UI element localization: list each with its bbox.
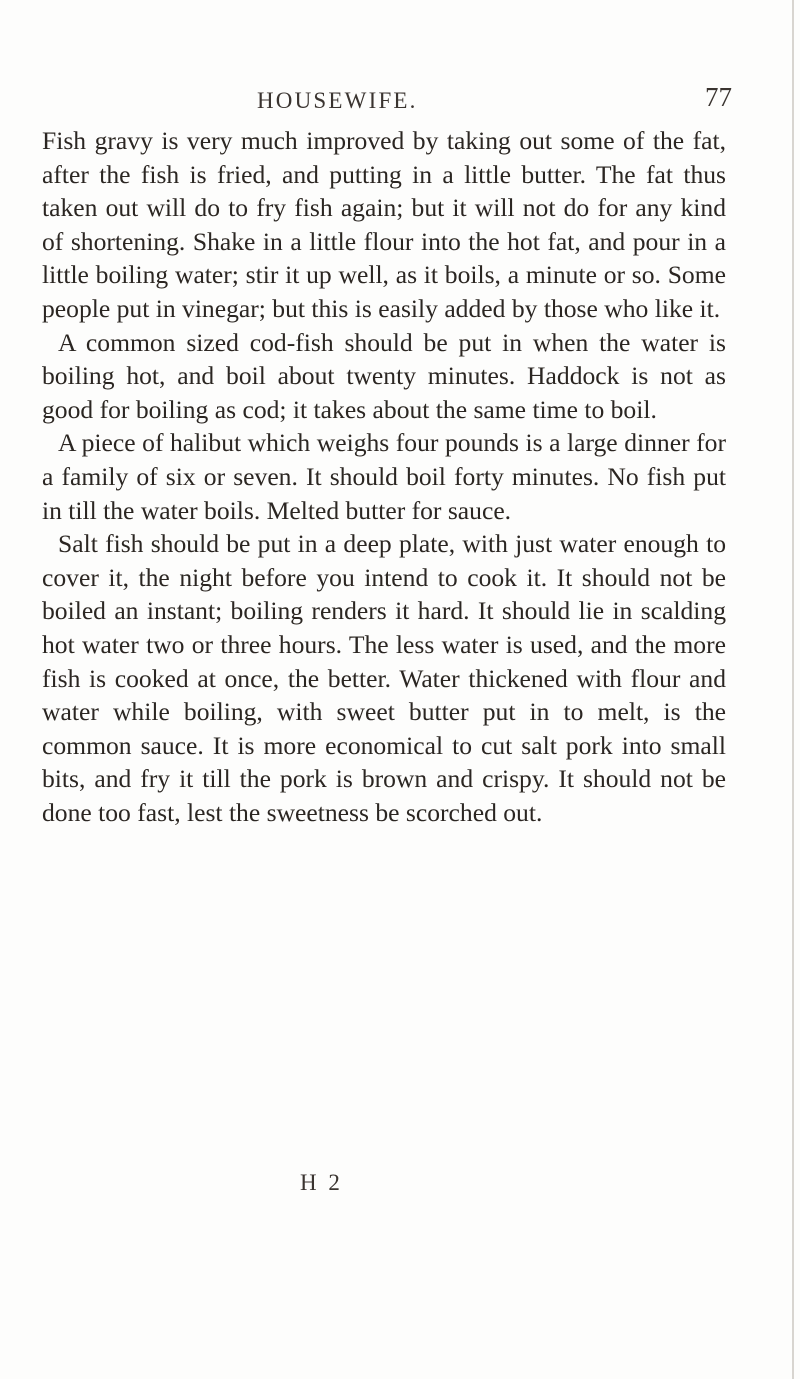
paragraph-salt-fish: Salt fish should be put in a deep plate, with just water enough to cover it, the night before you intend to cook it. It should not be boiled an instant; boiling renders it hard. It should lie in scalding hot water two or three hours. The less water is used, and the more fish is cooked at once, the better. Water thickened with flour and water while boiling, with sweet butter put in to melt, is the common sauce. It is more economical to cut salt pork into small bits, and fry it till the pork is brown and crispy. It should not be done too fast, lest the sweetness be scorched out. bbox=[42, 529, 726, 827]
page-number: 77 bbox=[705, 82, 732, 112]
running-title: HOUSEWIFE. bbox=[257, 88, 418, 113]
paragraph-fish-gravy: Fish gravy is very much improved by taking out some of the fat, after the fish is fried, and putting in a little butter. The fat thus taken out will do to fry fish again; but it will not do for any kind of shortening. Shake in a little flour into the hot fat, and pour in a little boiling water; stir it up well, as it boils, a minute or so. Some people put in vinegar; but this is easily added by those who like it. bbox=[42, 126, 726, 323]
page-edge-shadow bbox=[792, 0, 794, 1379]
paragraph-halibut: A piece of halibut which weighs four pounds is a large dinner for a family of six or seven. It should boil forty minutes. No fish put in till the water boils. Melted butter for sauce. bbox=[42, 428, 726, 525]
paragraph-cod-fish: A common sized cod-fish should be put in when the water is boiling hot, and boil about twenty minutes. Haddock is not as good for boiling as cod; it takes about the same time to boil. bbox=[42, 327, 726, 424]
running-head bbox=[40, 82, 740, 118]
body-text bbox=[42, 124, 726, 829]
signature-mark: H 2 bbox=[300, 1170, 343, 1195]
